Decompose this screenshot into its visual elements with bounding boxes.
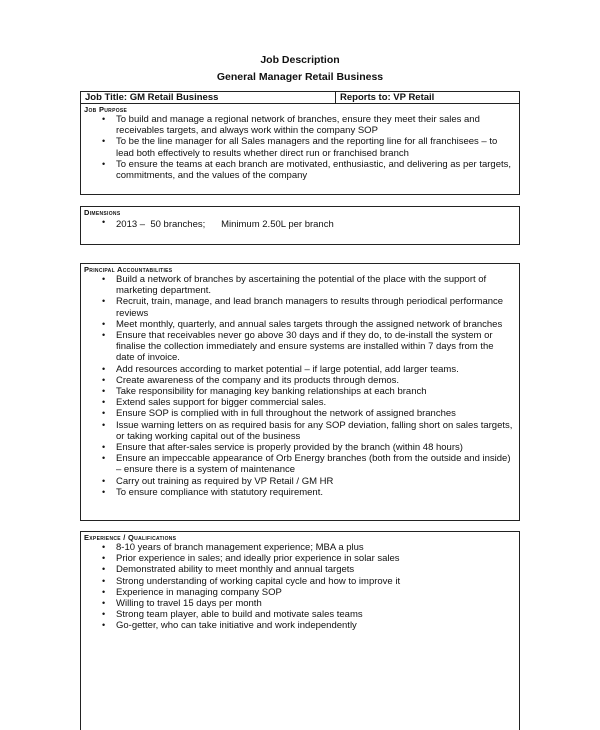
job-purpose-section — [80, 103, 520, 195]
list-item: • Issue warning letters on as required basis for any SOP deviation, falling short on sales targets, or taking working capital out of the business — [81, 420, 519, 442]
list-item: • Ensure that after-sales service is properly provided by the branch (within 48 hours) — [81, 442, 519, 453]
list-item: • 8-10 years of branch management experience; MBA a plus — [81, 542, 519, 553]
document-subtitle: General Manager Retail Business — [216, 71, 384, 83]
list-item: • To ensure the teams at each branch are motivated, enthusiastic, and delivering as per targets, commitments, and the values of the company — [81, 159, 519, 181]
section-heading: Job Purpose — [84, 105, 128, 114]
list-item: • Go-getter, who can take initiative and work independently — [81, 620, 519, 631]
section-heading: Dimensions — [84, 208, 121, 217]
list-item: • Prior experience in sales; and ideally prior experience in solar sales — [81, 553, 519, 564]
list-item: • Willing to travel 15 days per month — [81, 598, 519, 609]
list-item: • Take responsibility for managing key banking relationships at each branch — [81, 386, 519, 397]
list-item: • To be the line manager for all Sales managers and the reporting line for all franchisees – to lead both effectively to results whether direct run or franchised branch — [81, 136, 519, 158]
list-item: • Build a network of branches by ascertaining the potential of the place with the support of marketing department. — [81, 274, 519, 296]
list-item: • Add resources according to market potential – if large potential, add larger teams. — [81, 364, 519, 375]
list-item: • Carry out training as required by VP Retail / GM HR — [81, 476, 519, 487]
list-item: • Strong understanding of working capital cycle and how to improve it — [81, 576, 519, 587]
section-heading: Experience / Qualifications — [84, 533, 177, 542]
list-item: • To ensure compliance with statutory requirement. — [81, 487, 519, 498]
list-item: • 2013 – 50 branches; Minimum 2.50L per branch — [81, 217, 519, 230]
list-item: • Meet monthly, quarterly, and annual sales targets through the assigned network of branches — [81, 319, 519, 330]
purpose-list — [81, 114, 519, 181]
list-item: • Create awareness of the company and its products through demos. — [81, 375, 519, 386]
reports-to-cell: Reports to: VP Retail — [340, 92, 435, 103]
document-title: Job Description — [260, 54, 340, 66]
dimensions-section — [80, 206, 520, 245]
list-item: • Experience in managing company SOP — [81, 587, 519, 598]
accountabilities-section — [80, 263, 520, 521]
experience-section — [80, 531, 520, 730]
list-item: • Ensure SOP is complied with in full throughout the network of assigned branches — [81, 408, 519, 419]
list-item: • Extend sales support for bigger commercial sales. — [81, 397, 519, 408]
section-heading: Principal Accountabilities — [84, 265, 173, 274]
dimensions-list — [81, 217, 519, 230]
list-item: • Recruit, train, manage, and lead branch managers to results through periodical performance reviews — [81, 296, 519, 318]
accountabilities-list — [81, 274, 519, 498]
experience-list — [81, 542, 519, 632]
list-item: • Ensure that receivables never go above 30 days and if they do, to de-install the system or finalise the collection immediately and ensure systems are installed within 7 days from the date of invoice. — [81, 330, 519, 364]
list-item: • Ensure an impeccable appearance of Orb Energy branches (both from the outside and inside) – ensure there is a system of maintenance — [81, 453, 519, 475]
list-item: • Demonstrated ability to meet monthly and annual targets — [81, 564, 519, 575]
list-item: • To build and manage a regional network of branches, ensure they meet their sales and receivables targets, and always work within the company SOP — [81, 114, 519, 136]
list-item: • Strong team player, able to build and motivate sales teams — [81, 609, 519, 620]
job-title-cell: Job Title: GM Retail Business — [81, 92, 336, 103]
